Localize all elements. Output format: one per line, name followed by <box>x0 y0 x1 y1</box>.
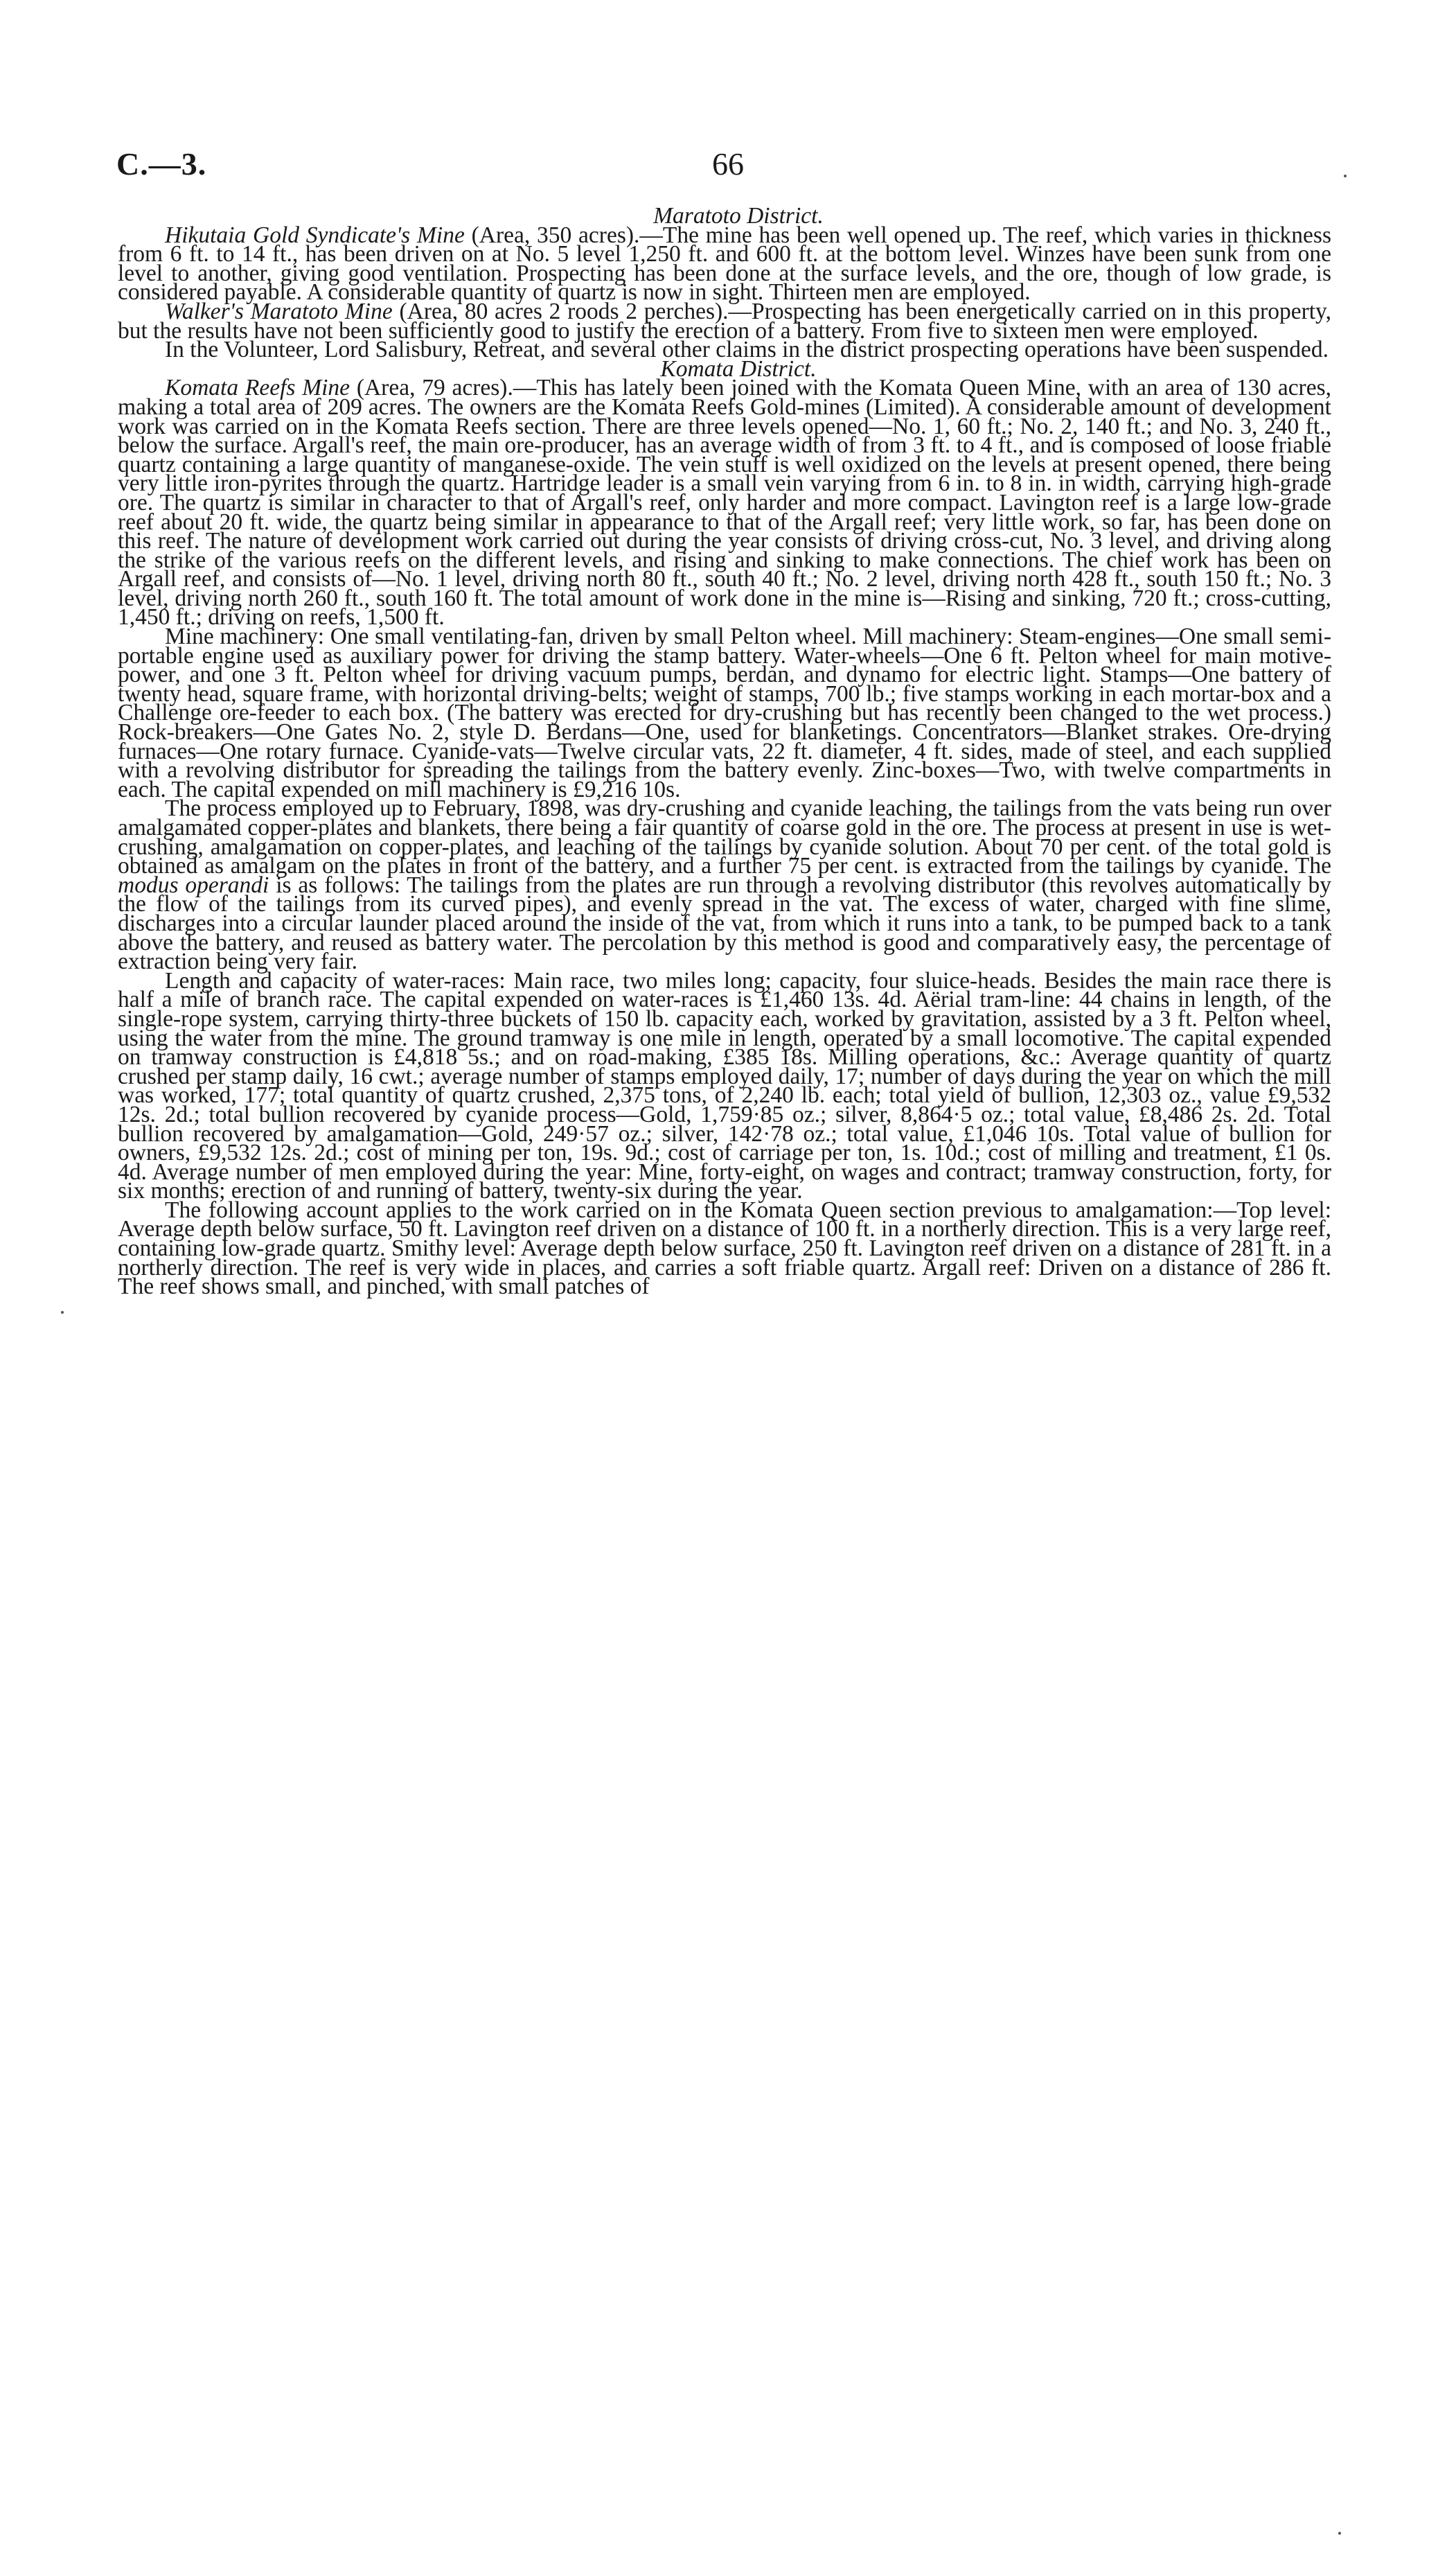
page-speck <box>1344 175 1347 177</box>
paragraph-water-races: Length and capacity of water-races: Main race, two miles long; capacity, four sluice-heads. Besides the main race there is half a mile of branch race. The capital expended on water-races is £1,460 13s. 4d. Aërial tram-line: 44 chains in length, of the single-rope system, carrying thirty-three buckets of 150 lb. capacity each, worked by gravitation, assisted by a 3 ft. Pelton wheel, using the water from the mine. The ground tramway is one mile in length, operated by a small locomotive. The capital expended on tramway construction is £4,818 5s.; and on road-making, £385 18s. Milling operations, &c.: Average quantity of quartz crushed per stamp daily, 16 cwt.; average number of stamps employed daily, 17; number of days during the year on which the mill was worked, 177; total quantity of quartz crushed, 2,375 tons, of 2,240 lb. each; total yield of bullion, 12,303 oz., value £9,532 12s. 2d.; total bullion recovered by cyanide process—Gold, 1,759·85 oz.; silver, 8,864·5 oz.; total value, £8,486 2s. 2d. Total bullion recovered by amalgamation—Gold, 249·57 oz.; silver, 142·78 oz.; total value, £1,046 10s. Total value of bullion for owners, £9,532 12s. 2d.; cost of mining per ton, 19s. 9d.; cost of carriage per ton, 1s. 10d.; cost of milling and treatment, £1 0s. 4d. Average number of men employed during the year: Mine, forty-eight, on wages and contract; tramway construction, forty, for six months; erection of and running of battery, twenty-six during the year. <box>118 967 1331 1204</box>
paragraph-suspended-claims: In the Volunteer, Lord Salisbury, Retreat, and several other claims in the district prospecting operations have been suspended. <box>165 337 1329 363</box>
heading-komata-district: Komata District. <box>660 355 817 382</box>
paragraph-komata-queen-section: The following account applies to the work carried on in the Komata Queen section previous to amalgamation:—Top level: Average depth below surface, 50 ft. Lavington reef driven on a distance of 100 ft. in a northerly direction. This is a very large reef, containing low-grade quartz. Smithy level: Average depth below surface, 250 ft. Lavington reef driven on a distance of 281 ft. in a northerly direction. The reef is very wide in places, and carries a soft friable quartz. Argall reef: Driven on a distance of 286 ft. The reef shows small, and pinched, with small patches of <box>118 1197 1331 1300</box>
paragraph-komata-reefs-mine <box>118 375 1331 631</box>
paragraph-text: (Area, 79 acres).—This has lately been joined with the Komata Queen Mine, with an area of 130 acres, making a total area of 209 acres. The owners are the Komata Reefs Gold-mines (Limited). A considerable amount of development work was carried on in the Komata Reefs section. There are three levels opened—No. 1, 60 ft.; No. 2, 140 ft.; and No. 3, 240 ft., below the surface. Argall's reef, the main ore-producer, has an average width of from 3 ft. to 4 ft., and is composed of loose friable quartz containing a large quantity of manganese-oxide. The vein stuff is well oxidized on the levels at present opened, there being very little iron-pyrites through the quartz. Hartridge leader is a small vein varying from 6 in. to 8 in. in width, carrying high-grade ore. The quartz is similar in character to that of Argall's reef, only harder and more compact. Lavington reef is a large low-grade reef about 20 ft. wide, the quartz being similar in appearance to that of the Argall reef; very little work, so far, has been done on this reef. The nature of development work carried out during the year consists of driving cross-cut, No. 3 level, and driving along the strike of the various reefs on the different levels, and rising and sinking to make connections. The chief work has been on Argall reef, and consists of—No. 1 level, driving north 80 ft., south 40 ft.; No. 2 level, driving north 428 ft., south 150 ft.; No. 3 level, driving north 260 ft., south 160 ft. The total amount of work done in the mine is—Rising and sinking, 720 ft.; cross-cutting, 1,450 ft.; driving on reefs, 1,500 ft. <box>118 375 1331 631</box>
report-body <box>118 203 1331 1300</box>
page-header <box>116 146 1356 187</box>
paragraph-process <box>118 795 1331 975</box>
paragraph-walkers-mine <box>118 298 1331 344</box>
paragraph-text: The process employed up to February, 1898, was dry-crushing and cyanide leaching, the tailings from the vats being run over amalgamated copper-plates and blankets, there being a fair quantity of coarse gold in the ore. The process at present in use is wet-crushing, amalgamation on copper-plates, and leaching of the tailings by cyanide solution. About 70 per cent. of the total gold is obtained as amalgam on the plates in front of the battery, and a further 75 per cent. is extracted from the tailings by cyanide. The <box>118 795 1331 879</box>
report-reference: C.—3. <box>116 146 207 182</box>
paragraph-mine-machinery: Mine machinery: One small ventilating-fan, driven by small Pelton wheel. Mill machinery: Steam-engines—One small semi-portable engine used as auxiliary power for driving the stamp battery. Water-wheels—One 6 ft. Pelton wheel for main motive-power, and one 3 ft. Pelton wheel for driving vacuum pumps, berdan, and dynamo for electric light. Stamps—One battery of twenty head, square frame, with horizontal driving-belts; weight of stamps, 700 lb.; five stamps working in each mortar-box and a Challenge ore-feeder to each box. (The battery was erected for dry-crushing but has recently been changed to the wet process.) Rock-breakers—One Gates No. 2, style D. Berdans—One, used for blanketings. Concentrators—Blanket strakes. Ore-drying furnaces—One rotary furnace. Cyanide-vats—Twelve circular vats, 22 ft. diameter, 4 ft. sides, made of steel, and each supplied with a revolving distributor for spreading the tailings from the battery evenly. Zinc-boxes—Two, with twelve compartments in each. The capital expended on mill machinery is £9,216 10s. <box>118 624 1331 802</box>
mine-name-walkers: Walker's Maratoto Mine <box>165 298 393 324</box>
paragraph-text: is as follows: The tailings from the plates are run through a revolving distributor (this revolves automatically by the flow of the tailings from its curved pipes), and evenly spread in the vat. The excess of water, charged with fine slime, discharges into a circular launder placed around the inside of the vat, from which it runs into a tank, to be pumped back to a tank above the battery, and reused as battery water. The percolation by this method is good and comparatively easy, the percentage of extraction being very fair. <box>118 872 1331 975</box>
italic-modus-operandi: modus operandi <box>118 872 269 898</box>
page-number: 66 <box>712 146 744 182</box>
heading-maratoto-district: Maratoto District. <box>653 203 824 229</box>
paragraph-hikutaia-mine <box>118 222 1331 306</box>
mine-name-komata-reefs: Komata Reefs Mine <box>165 375 350 401</box>
mine-name-hikutaia: Hikutaia Gold Syndicate's Mine <box>165 222 465 248</box>
paragraph-text: (Area, 350 acres).—The mine has been well opened up. The reef, which varies in thickness from 6 ft. to 14 ft., has been driven on at No. 5 level 1,250 ft. and 600 ft. at the bottom level. Winzes have been sunk from one level to another, giving good ventilation. Prospecting has been done at the surface levels, and the ore, though of low grade, is considered payable. A considerable quantity of quartz is now in sight. Thirteen men are employed. <box>118 222 1331 306</box>
page-speck <box>1338 2532 1341 2535</box>
paragraph-text: (Area, 80 acres 2 roods 2 perches).—Prospecting has been energetically carried on in this property, but the results have not been sufficiently good to justify the erection of a battery. From five to sixteen men were employed. <box>118 298 1331 344</box>
page-speck <box>61 1311 64 1314</box>
